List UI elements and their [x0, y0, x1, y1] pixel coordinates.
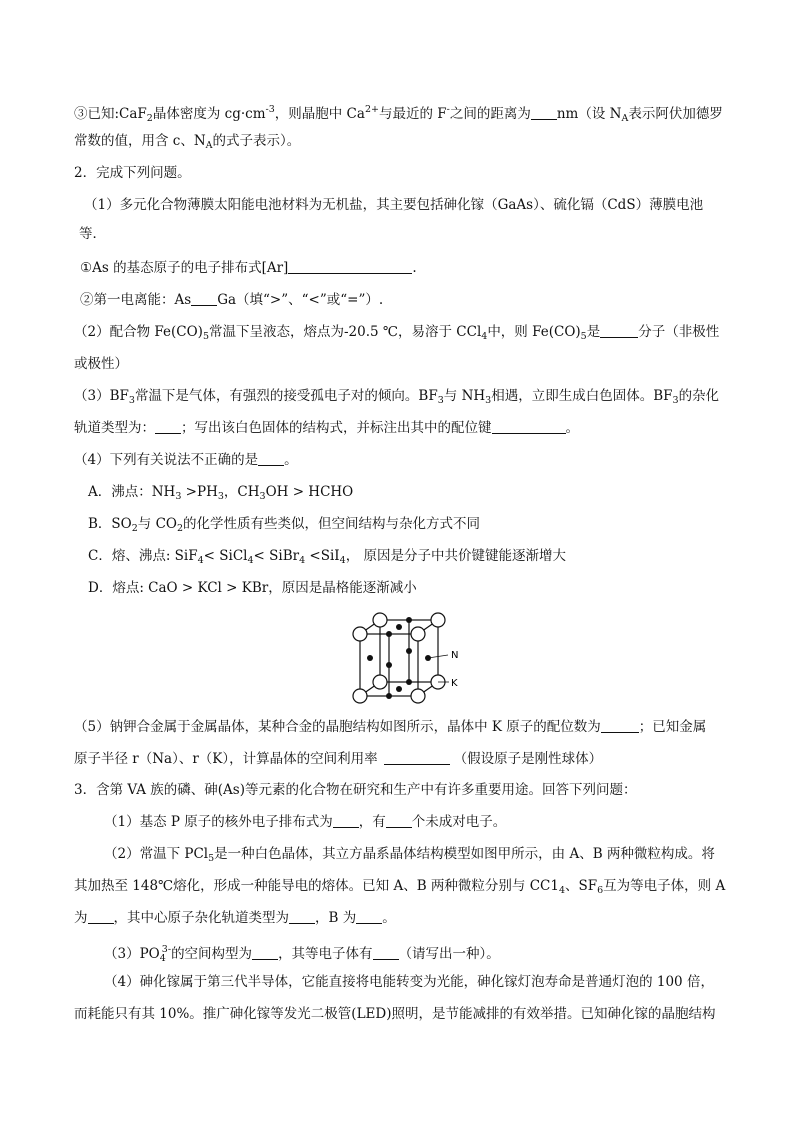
text-line-10: $(3)BF_3$常温下是气体，有强烈的接受孤电子对的倾向。$BF_3$与 $NH_3$相遇，立即生成白色固体。$BF_3$的杂化: [74, 388, 720, 406]
atom-na: [386, 693, 392, 699]
option-d: D．熔点: CaO > KCl > KBr，原因是晶格能逐渐减小: [88, 580, 417, 596]
text-line-23: 为 ，其中心原子杂化轨道类型为 ，B 为 。: [74, 910, 396, 926]
atom-na: [396, 686, 402, 692]
atom-k: [431, 613, 445, 627]
label-na: N: [451, 650, 459, 661]
text-line-9: 或极性）: [74, 356, 128, 372]
answer-blank[interactable]: [601, 718, 639, 733]
atom-na: [386, 631, 392, 637]
answer-blank[interactable]: [258, 451, 284, 466]
atom-na: [396, 624, 402, 630]
answer-blank[interactable]: [289, 909, 315, 924]
text-line-25: （4）砷化镓属于第三代半导体，它能直接将电能转变为光能，砷化镓灯泡寿命是普通灯泡的 100 倍，: [104, 974, 714, 990]
text-line-6: ①As 的基态原子的电子排布式[Ar] .: [80, 260, 417, 276]
text-line-5: 等．: [79, 226, 106, 242]
answer-blank[interactable]: [531, 105, 557, 120]
text-line-2: 常数的值，用含 c、$N_A$的式子表示）。: [74, 133, 301, 151]
answer-blank[interactable]: [492, 419, 566, 434]
answer-blank[interactable]: [386, 813, 412, 828]
text-line-17: （5）钠钾合金属于金属晶体，某种合金的晶胞结构如图所示，晶体中 K 原子的配位数为 ；已知金属: [74, 719, 707, 735]
question-3-heading: 3．含第 VA 族的磷、砷(As)等元素的化合物在研究和生产中有许多重要用途。回答下列问题：: [74, 782, 637, 798]
option-c: C．熔、沸点: SiF$_4$< SiCl$_4$< SiBr$_4$ <SiI$_4$， 原因是分子中共价键键能逐渐增大: [88, 548, 566, 566]
atom-k: [353, 689, 367, 703]
text-line-21: （2）常温下 PCl$_5$是一种白色晶体，其立方晶系晶体结构模型如图甲所示，由 A、B 两种微粒构成。将: [104, 846, 715, 864]
text-line-4: （1）多元化合物薄膜太阳能电池材料为无机盐，其主要包括砷化镓（GaAs）、硫化镉（CdS）薄膜电池: [84, 197, 704, 213]
atom-k: [373, 613, 387, 627]
answer-blank[interactable]: [373, 945, 399, 960]
text-line-22: 其加热至 148℃熔化，形成一种能导电的熔体。已知 A、B 两种微粒分别与 $CC1_4$、$SF_6$互为等电子体，则 A: [74, 878, 726, 896]
atom-na: [386, 662, 392, 668]
label-k: K: [451, 678, 458, 689]
text-line-1: ③已知:CaF$_2$晶体密度为 $cg\cdot cm^{-3}$，则晶胞中 $Ca^{2+}$与最近的 F-之间的距离为 nm（设 $N_A$表示阿伏加德罗: [74, 104, 723, 124]
atom-k: [373, 675, 387, 689]
option-b: B．$SO_2$与 $CO_2$的化学性质有些类似，但空间结构与杂化方式不同: [88, 516, 481, 534]
answer-blank[interactable]: [252, 945, 278, 960]
answer-blank[interactable]: [600, 323, 638, 338]
question-2-heading: 2．完成下列问题。: [74, 165, 191, 181]
answer-blank[interactable]: [356, 909, 382, 924]
text-line-18: 原子半径 r（Na）、r（K），计算晶体的空间利用率 （假设原子是刚性球体）: [74, 751, 603, 767]
atom-k: [411, 627, 425, 641]
crystal-cell-figure: [345, 612, 475, 704]
answer-blank[interactable]: [88, 909, 114, 924]
answer-blank[interactable]: [333, 813, 359, 828]
atom-k: [411, 689, 425, 703]
atom-na: [367, 655, 373, 661]
text-line-8: （2）配合物 $Fe(CO)_5$常温下呈液态，熔点为-20.5 ℃，易溶于 CCl$_4$中，则 $Fe(CO)_5$是 分子（非极性: [74, 324, 720, 342]
text-line-12: （4）下列有关说法不正确的是 。: [74, 452, 298, 468]
text-line-26: 而耗能只有其 10%。推广砷化镓等发光二极管(LED)照明，是节能减排的有效举措。已知砷化镓的晶胞结构: [74, 1006, 716, 1022]
answer-blank[interactable]: [384, 750, 450, 765]
atom-k: [353, 627, 367, 641]
answer-blank[interactable]: [288, 259, 412, 274]
atom-na: [406, 617, 412, 623]
option-a: A．沸点：$NH_3 >PH_3$，$CH_3OH$ > HCHO: [88, 484, 354, 502]
text-line-7: ②第一电离能：As Ga（填“>”、“<”或“=”）.: [80, 292, 384, 308]
text-line-20: （1）基态 P 原子的核外电子排布式为 ，有 个未成对电子。: [104, 814, 507, 830]
answer-blank[interactable]: [191, 291, 217, 306]
atom-na: [406, 648, 412, 654]
text-line-11: 轨道类型为： ；写出该白色固体的结构式，并标注出其中的配位键 。: [74, 420, 579, 436]
atom-na: [406, 679, 412, 685]
text-line-24: $(3)PO_4^{3-}$的空间构型为 ，其等电子体有 （请写出一种）。: [104, 944, 500, 964]
answer-blank[interactable]: [155, 419, 181, 434]
